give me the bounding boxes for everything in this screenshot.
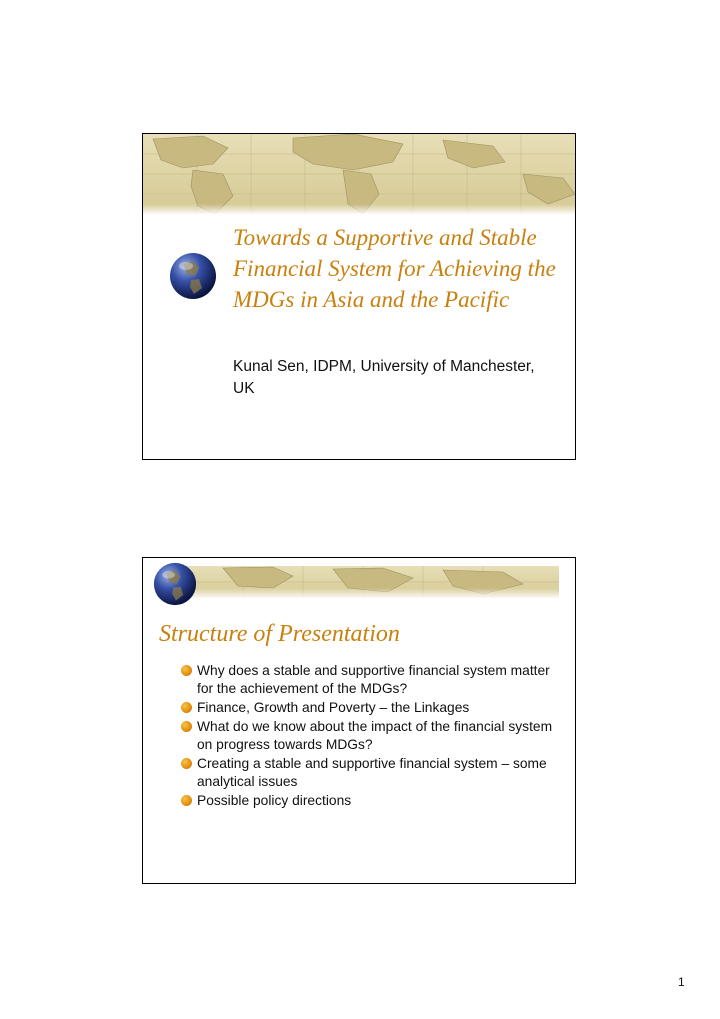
bullet-icon xyxy=(181,721,192,732)
list-item: What do we know about the impact of the financial system on progress towards MDGs? xyxy=(181,718,561,754)
list-item: Possible policy directions xyxy=(181,792,561,810)
globe-icon xyxy=(169,252,217,300)
map-graphic xyxy=(143,134,575,214)
presentation-title: Towards a Supportive and Stable Financial System for Achieving the MDGs in Asia and the Pacific xyxy=(233,225,556,312)
structure-slide xyxy=(142,557,576,884)
bullet-icon xyxy=(181,702,192,713)
bullet-icon xyxy=(181,795,192,806)
title-slide xyxy=(142,133,576,460)
list-item: Creating a stable and supportive financial system – some analytical issues xyxy=(181,755,561,791)
page-number: 1 xyxy=(678,975,685,989)
world-map-banner xyxy=(143,134,575,214)
author-affiliation: Kunal Sen, IDPM, University of Manchester, UK xyxy=(233,358,535,397)
list-item: Finance, Growth and Poverty – the Linkages xyxy=(181,699,561,717)
world-map-banner xyxy=(183,566,559,598)
bullet-list xyxy=(181,662,561,811)
bullet-icon xyxy=(181,758,192,769)
list-item: Why does a stable and supportive financial system matter for the achievement of the MDGs? xyxy=(181,662,561,698)
bullet-icon xyxy=(181,665,192,676)
globe-icon xyxy=(153,562,197,606)
slide-title: Structure of Presentation xyxy=(159,621,400,647)
